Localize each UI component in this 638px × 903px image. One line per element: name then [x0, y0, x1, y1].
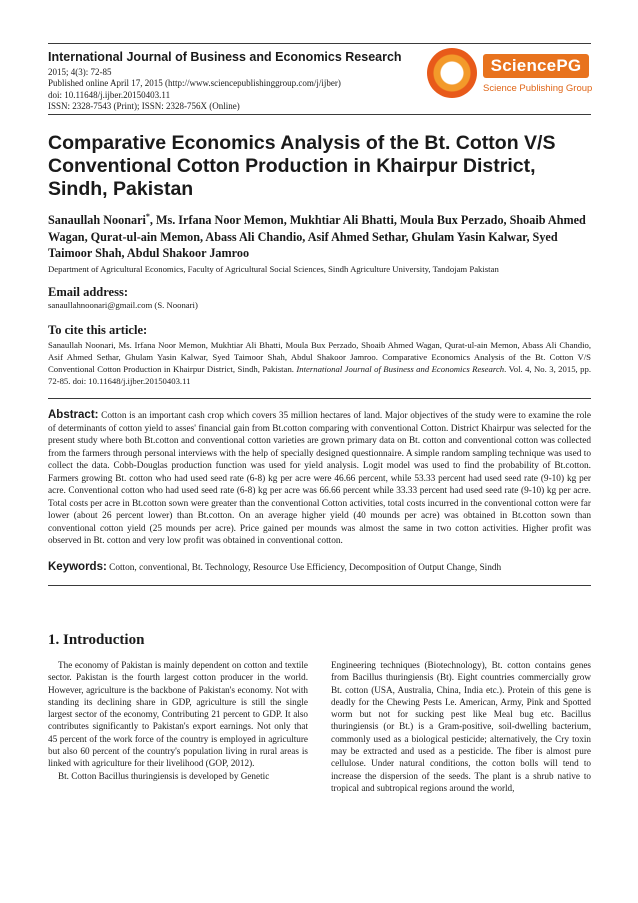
- keywords-bottom-rule: [48, 585, 591, 586]
- right-column: [331, 659, 591, 794]
- affiliation: Department of Agricultural Economics, Faculty of Agricultural Social Sciences, Sindh Agriculture University, Tandojam Pakistan: [48, 264, 499, 274]
- abstract-top-rule: [48, 398, 591, 399]
- citation-text: Sanaullah Noonari, Ms. Irfana Noor Memon, Mukhtiar Ali Bhatti, Moula Bux Perzado, Shoaib Ahmed Wagan, Qurat-ul-ain Memon, Abass Ali Chandio, Asif Ahmed Sethar, Ghulam Yasin Kalwar, Syed Taimoor Shah, Abdul Shakoor Jamroo. Comparative Economics Analysis of the Bt. Cotton V/S Conventional Cotton Production in Khairpur District, Sindh, Pakistan.: [48, 340, 591, 374]
- email-heading: Email address:: [48, 285, 128, 299]
- sciencepg-logo[interactable]: [427, 48, 591, 106]
- top-rule: [48, 43, 591, 44]
- article-title: Comparative Economics Analysis of the Bt. Cotton V/S Conventional Cotton Production in Khairpur District, Sindh, Pakistan: [48, 132, 556, 200]
- sciencepg-ring-icon: [427, 48, 477, 98]
- doi-line[interactable]: doi: 10.11648/j.ijber.20150403.11: [48, 89, 171, 100]
- corresponding-author: Sanaullah Noonari: [48, 213, 146, 228]
- keywords: [48, 561, 591, 575]
- header-rule: [48, 114, 591, 115]
- corresponding-mark: *: [145, 212, 150, 221]
- citation: [48, 339, 591, 387]
- logo-brand: SciencePG: [483, 54, 589, 78]
- intro-paragraph-continued: Engineering techniques (Biotechnology), Bt. cotton contains genes from Bacillus thuringiensis (Bt). Eight countries commercially grow Bt. cotton (USA, Australia, China, India etc.). Protein of this gene is deadly for the Chewing Pests I.e. American, Army, Pink and Spotted worm but not for sucking pest like Meal bug etc. Bacillus thuringiensis (or Bt.) is a Gram-positive, soil-dwelling bacterium, commonly used as a biological pesticide; alternatively, the Cry toxin may be extracted and used as a pesticide. The fiber is almost pure cellulose. Under natural conditions, the cotton bolls will tend to increase the dispersion of the seeds. The plant is a shrub native to tropical and subtropical regions around the world,: [331, 660, 591, 793]
- abstract-label: Abstract:: [48, 409, 99, 421]
- citation-tail: . Vol. 4, No. 3, 2015, pp. 72-85. doi: 10.11648/j.ijber.20150403.11: [48, 364, 592, 386]
- issn-line: ISSN: 2328-7543 (Print); ISSN: 2328-756X (Online): [48, 100, 240, 111]
- email-address[interactable]: sanaullahnoonari@gmail.com (S. Noonari): [48, 300, 198, 310]
- co-authors: , Ms. Irfana Noor Memon, Mukhtiar Ali Bhatti, Moula Bux Perzado, Shoaib Ahmed Wagan, Qurat-ul-ain Memon, Abass Ali Chandio, Asif Ahmed Sethar, Ghulam Yasin Kalwar, Syed Taimoor Shah, Abdul Shakoor Jamroo: [48, 213, 586, 261]
- journal-meta: [48, 67, 341, 112]
- logo-subtitle: Science Publishing Group: [483, 83, 593, 94]
- keywords-text: Cotton, conventional, Bt. Technology, Resource Use Efficiency, Decomposition of Output Change, Sindh: [109, 563, 502, 573]
- abstract: [48, 409, 591, 548]
- volume-pages: 2015; 4(3): 72-85: [48, 67, 112, 77]
- section-heading-introduction: 1. Introduction: [48, 632, 145, 648]
- citation-journal: International Journal of Business and Economics Research: [296, 364, 505, 374]
- author-list: [48, 209, 596, 262]
- abstract-text: Cotton is an important cash crop which covers 35 million hectares of land. Major objectives of the study were to examine the role of determinants of cotton yield to asses' financial gain from Bt.cotton comparing with conventional Cotton. District Khairpur was selected for the present study where both Bt.cotton and conventional cotton varieties are grown primary data on Bt. cotton and conventional cotton was collected from the farmers through personal interviews with the help of specially designed questionnaire. A simple random sampling technique was used to collect the data. Cobb-Douglas production function was used for yield analysis. Logit model was used to find the probability of Bt.cotton. Farmers growing Bt. cotton who had used seed rate (6-8) kg per acre were 46.66 percent, while 53.33 percent had used seed rate (9-10) kg per acre. Conventional cotton who had used seed rate (6-8) kg per acre was 66.66 percent while 33.33 percent had used seed rate (9-10) kg per acre. Total costs per acre in Bt.cotton sown were greater than the conventional Cotton activities, total costs incurred in the conventional cotton were far lower (about 26 percent lower) than Bt.cotton. On an average higher yield (40 mounds per acre) was obtained in Bt.cotton sown than conventional cotton yield (25 mounds per acre). Price gained per mounds was almost the same in two cotton activities. Higher profit was observed in Bt. cotton and very low profit was obtained in conventional cotton.: [48, 411, 592, 547]
- cite-heading: To cite this article:: [48, 323, 148, 337]
- intro-paragraph-1: The economy of Pakistan is mainly dependent on cotton and textile sector. Pakistan is the fourth largest cotton producer in the world. However, agriculture is the backbone of Pakistan's economy. Not with standing its declining share in GDP, agriculture is still the single largest sector of the economy, Contributing 21 percent to GDP. It also contributes significantly to Pakistan's export earnings. Not only that 45 percent of the work force of the country is employed in agriculture but also 60 percent of the country's population living in rural areas is linked with agriculture for their livelihood (GOP, 2012).: [48, 660, 308, 769]
- intro-paragraph-2: Bt. Cotton Bacillus thuringiensis is developed by Genetic: [58, 770, 270, 781]
- published-line[interactable]: Published online April 17, 2015 (http://www.sciencepublishinggroup.com/j/ijber): [48, 78, 341, 89]
- left-column: [48, 659, 308, 782]
- keywords-label: Keywords:: [48, 561, 107, 573]
- journal-name: International Journal of Business and Economics Research: [48, 50, 402, 64]
